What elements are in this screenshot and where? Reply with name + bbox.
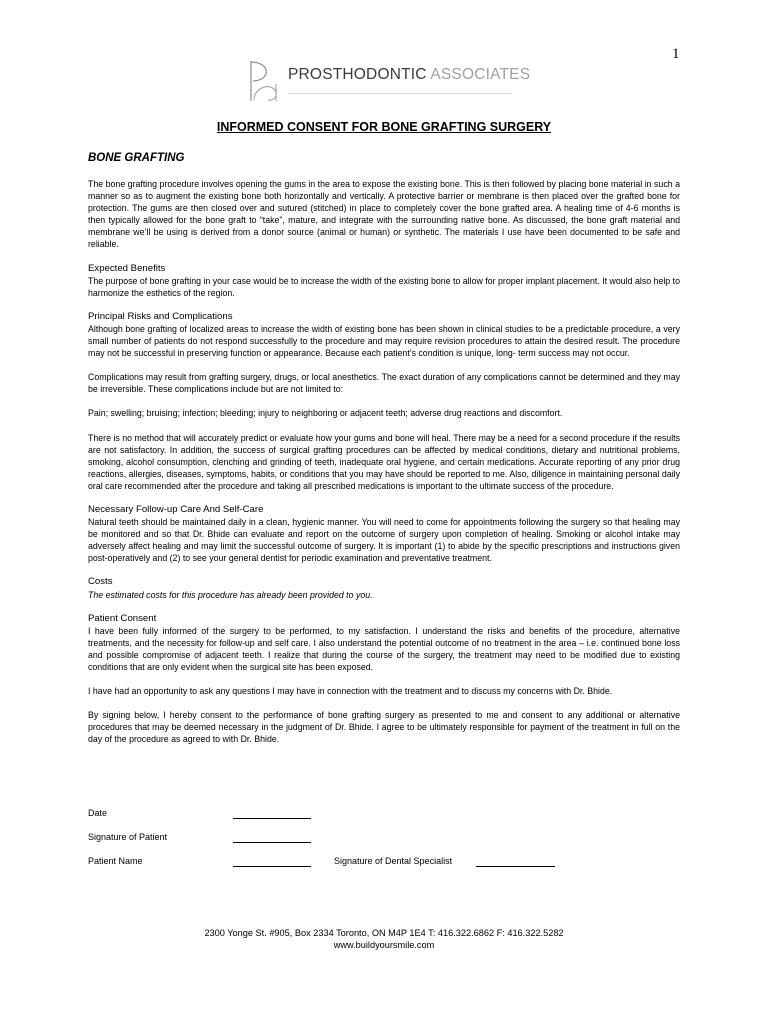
risks-paragraph-1: Although bone grafting of localized areas to increase the width of existing bone has been shown in clinical studies to be a predictable procedure, a very small number of patients do not respond successfully to the procedure and may require revision procedures to attain the desired result. The procedure may not be successful in preserving function or appearance. Because each patient’s condition is unique, long- term success may not occur. bbox=[88, 323, 680, 359]
patient-consent-paragraph-3: By signing below, I hereby consent to the performance of bone grafting surgery as presented to me and consent to any additional or alternative procedures that may be deemed necessary in the judgment of Dr. Bhide. I agree to be ultimately responsible for payment of the treatment in full on the day of the procedure as agreed to with Dr. Bhide. bbox=[88, 710, 680, 745]
dental-specialist-signature-field-line[interactable] bbox=[476, 866, 555, 867]
date-field-line[interactable] bbox=[233, 818, 311, 819]
section-title: BONE GRAFTING bbox=[88, 152, 185, 164]
expected-benefits-paragraph: The purpose of bone grafting in your case would be to increase the width of the existing bone to allow for proper implant placement. It would also help to harmonize the esthetics of the region. bbox=[88, 275, 680, 298]
patient-signature-field-line[interactable] bbox=[233, 842, 311, 843]
company-name-secondary: ASSOCIATES bbox=[430, 66, 531, 83]
company-name bbox=[288, 66, 530, 84]
pa-monogram-icon bbox=[248, 60, 284, 102]
logo-underline bbox=[288, 93, 512, 94]
page-number: 1 bbox=[672, 46, 680, 62]
consent-text bbox=[88, 178, 680, 757]
risks-heading: Principal Risks and Complications bbox=[88, 310, 233, 322]
patient-consent-paragraph-2: I have had an opportunity to ask any questions I may have in connection with the treatment and to discuss my concerns with Dr. Bhide. bbox=[88, 686, 613, 697]
follow-up-heading: Necessary Follow-up Care And Self-Care bbox=[88, 503, 264, 515]
risks-paragraph-4: There is no method that will accurately predict or evaluate how your gums and bone will heal. There may be a need for a second procedure if the results are not satisfactory. In addition, the success of surgical grafting procedures can be affected by medical conditions, dietary and nutritional problems, smoking, alcohol consumption, clenching and grinding of teeth, inadequate oral hygiene, and certain medications. Accurate reporting of any prior drug reactions, allergies, diseases, symptoms, habits, or conditions that you may have should be reported to me. Also, diligence in maintaining personal daily oral care recommended after the procedure and taking all prescribed medications is important to the ultimate success of the procedure. bbox=[88, 432, 680, 491]
costs-heading: Costs bbox=[88, 576, 113, 588]
company-logo bbox=[248, 60, 531, 102]
expected-benefits-heading: Expected Benefits bbox=[88, 262, 166, 274]
date-label: Date bbox=[88, 808, 108, 818]
patient-name-field-line[interactable] bbox=[233, 866, 311, 867]
patient-name-label: Patient Name bbox=[88, 856, 143, 866]
footer-website: www.buildyoursmile.com bbox=[333, 940, 435, 950]
company-name-primary: PROSTHODONTIC bbox=[288, 66, 427, 83]
patient-consent-paragraph-1: I have been fully informed of the surgery to be performed, to my satisfaction. I understand the risks and benefits of the procedure, alternative treatments, and the necessity for follow-up and self care. I also understand the potential outcome of no treatment in the area – i.e. continued bone loss and possible compromise of adjacent teeth. I realize that during the course of the surgery, the treatment may need to be modified due to existing conditions that are only evident when the surgical site has been exposed. bbox=[88, 625, 680, 672]
risks-paragraph-3: Pain; swelling; bruising; infection; bleeding; injury to neighboring or adjacent teeth; adverse drug reactions and discomfort. bbox=[88, 408, 563, 419]
page-footer bbox=[0, 927, 768, 951]
footer-address: 2300 Yonge St. #905, Box 2334 Toronto, ON M4P 1E4 T: 416.322.6862 F: 416.322.5282 bbox=[204, 928, 564, 938]
document-title: INFORMED CONSENT FOR BONE GRAFTING SURGERY bbox=[216, 120, 552, 134]
risks-paragraph-2: Complications may result from grafting surgery, drugs, or local anesthetics. The exact duration of any complications cannot be determined and they may be irreversible. These complications include but are not limited to: bbox=[88, 372, 680, 395]
follow-up-paragraph: Natural teeth should be maintained daily in a clean, hygienic manner. You will need to come for appointments following the surgery so that healing may be monitored and so that Dr. Bhide can evaluate and report on the outcome of surgery upon completion of healing. Smoking or alcohol intake may adversely affect healing and may limit the successful outcome of surgery. It is important (1) to abide by the specific prescriptions and instructions given post-operatively and (2) to see your general dentist for periodic examination and preventative treatment. bbox=[88, 517, 680, 564]
costs-paragraph: The estimated costs for this procedure has already been provided to you. bbox=[88, 589, 373, 600]
dental-specialist-signature-label: Signature of Dental Specialist bbox=[334, 856, 453, 866]
patient-signature-label: Signature of Patient bbox=[88, 832, 168, 842]
patient-consent-heading: Patient Consent bbox=[88, 612, 157, 624]
intro-paragraph: The bone grafting procedure involves opening the gums in the area to expose the existing bone. This is then followed by placing bone material in such a manner so as to augment the existing bone both horizontally and vertically. A protective barrier or membrane is then placed over the grafted bone for protection. The gums are then closed over and sutured (stitched) in place to completely cover the bone grafted area. A healing time of 4-6 months is then typically allowed for the bone graft to “take”, mature, and integrate with the surrounding native bone. As discussed, the bone graft material and membrane we’ll be using is derived from a donor source (animal or human) or synthetic. The materials I use have been documented to be safe and reliable. bbox=[88, 179, 680, 250]
